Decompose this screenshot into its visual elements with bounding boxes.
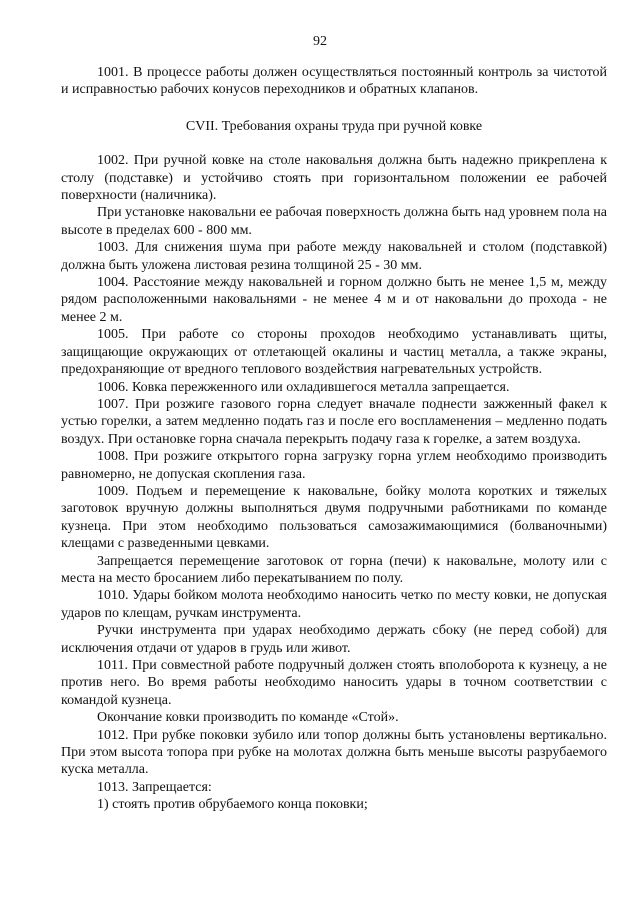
paragraph-moving-prohibited: Запрещается перемещение заготовок от горна (печи) к наковальне, молоту или с места на место бросанием либо перекатыванием по полу. <box>61 553 607 586</box>
paragraph-stop-command: Окончание ковки производить по команде «Стой». <box>97 710 399 726</box>
list-item-1: 1) стоять против обрубаемого конца поковки; <box>97 797 368 813</box>
paragraph-1008: 1008. При розжиге открытого горна загрузку горна углем необходимо производить равномерно, не допуская скопления газа. <box>61 449 607 482</box>
paragraph-1004: 1004. Расстояние между наковальней и горном должно быть не менее 1,5 м, между рядом расположенными наковальнями - не менее 4 м и от наковальни до прохода - не менее 2 м. <box>61 275 607 325</box>
paragraph-1009: 1009. Подъем и перемещение к наковальне, бойку молота коротких и тяжелых заготовок вручную должны выполняться двумя подручными работниками по команде кузнеца. При этом необходимо пользоваться самозажимающимися (болваночными) клещами с разведенными цевками. <box>61 483 607 552</box>
paragraph-1003: 1003. Для снижения шума при работе между наковальней и столом (подставкой) должна быть уложена листовая резина толщиной 25 - 30 мм. <box>61 240 607 273</box>
paragraph-1007: 1007. При розжиге газового горна следует вначале поднести зажженный факел к устью горелки, а затем медленно подать газ и после его воспламенения – медленно подать воздух. При остановке горна сначала перекрыть подачу газа к горелке, а затем воздуха. <box>61 396 607 447</box>
paragraph-tool-handles: Ручки инструмента при ударах необходимо держать сбоку (не перед собой) для исключения отдачи от ударов в грудь или живот. <box>61 623 607 656</box>
paragraph-1002: 1002. При ручной ковке на столе наковальня должна быть надежно прикреплена к столу (подставке) и устойчиво стоять при горизонтальном положении ее рабочей поверхности (наличника). <box>61 153 607 204</box>
paragraph-anvil-height: При установке наковальни ее рабочая поверхность должна быть над уровнем пола на высоте в пределах 600 - 800 мм. <box>61 205 607 238</box>
document-body <box>61 64 607 814</box>
paragraph-1010: 1010. Удары бойком молота необходимо наносить четко по месту ковки, не допуская ударов по клещам, ручкам инструмента. <box>61 588 607 621</box>
paragraph-1006: 1006. Ковка пережженного или охладившегося металла запрещается. <box>97 379 510 395</box>
paragraph-1005: 1005. При работе со стороны проходов необходимо устанавливать щиты, защищающие окружающих от отлетающей окалины и частиц металла, а также экраны, предохраняющие от вредного теплового воздействия нагревательных устройств. <box>61 327 607 378</box>
paragraph-1001: 1001. В процессе работы должен осуществляться постоянный контроль за чистотой и исправностью рабочих конусов переходников и обратных клапанов. <box>61 65 607 98</box>
paragraph-1011: 1011. При совместной работе подручный должен стоять вполоборота к кузнецу, а не против него. Во время работы необходимо наносить удары в точном соответствии с командой кузнеца. <box>61 658 607 708</box>
page-number: 92 <box>313 34 327 49</box>
paragraph-1012: 1012. При рубке поковки зубило или топор должны быть установлены вертикально. При этом высота топора при рубке на молотах должна быть меньше высоты разрубаемого куска металла. <box>61 727 607 778</box>
section-heading: CVII. Требования охраны труда при ручной ковке <box>185 118 483 134</box>
paragraph-1013: 1013. Запрещается: <box>97 779 212 795</box>
